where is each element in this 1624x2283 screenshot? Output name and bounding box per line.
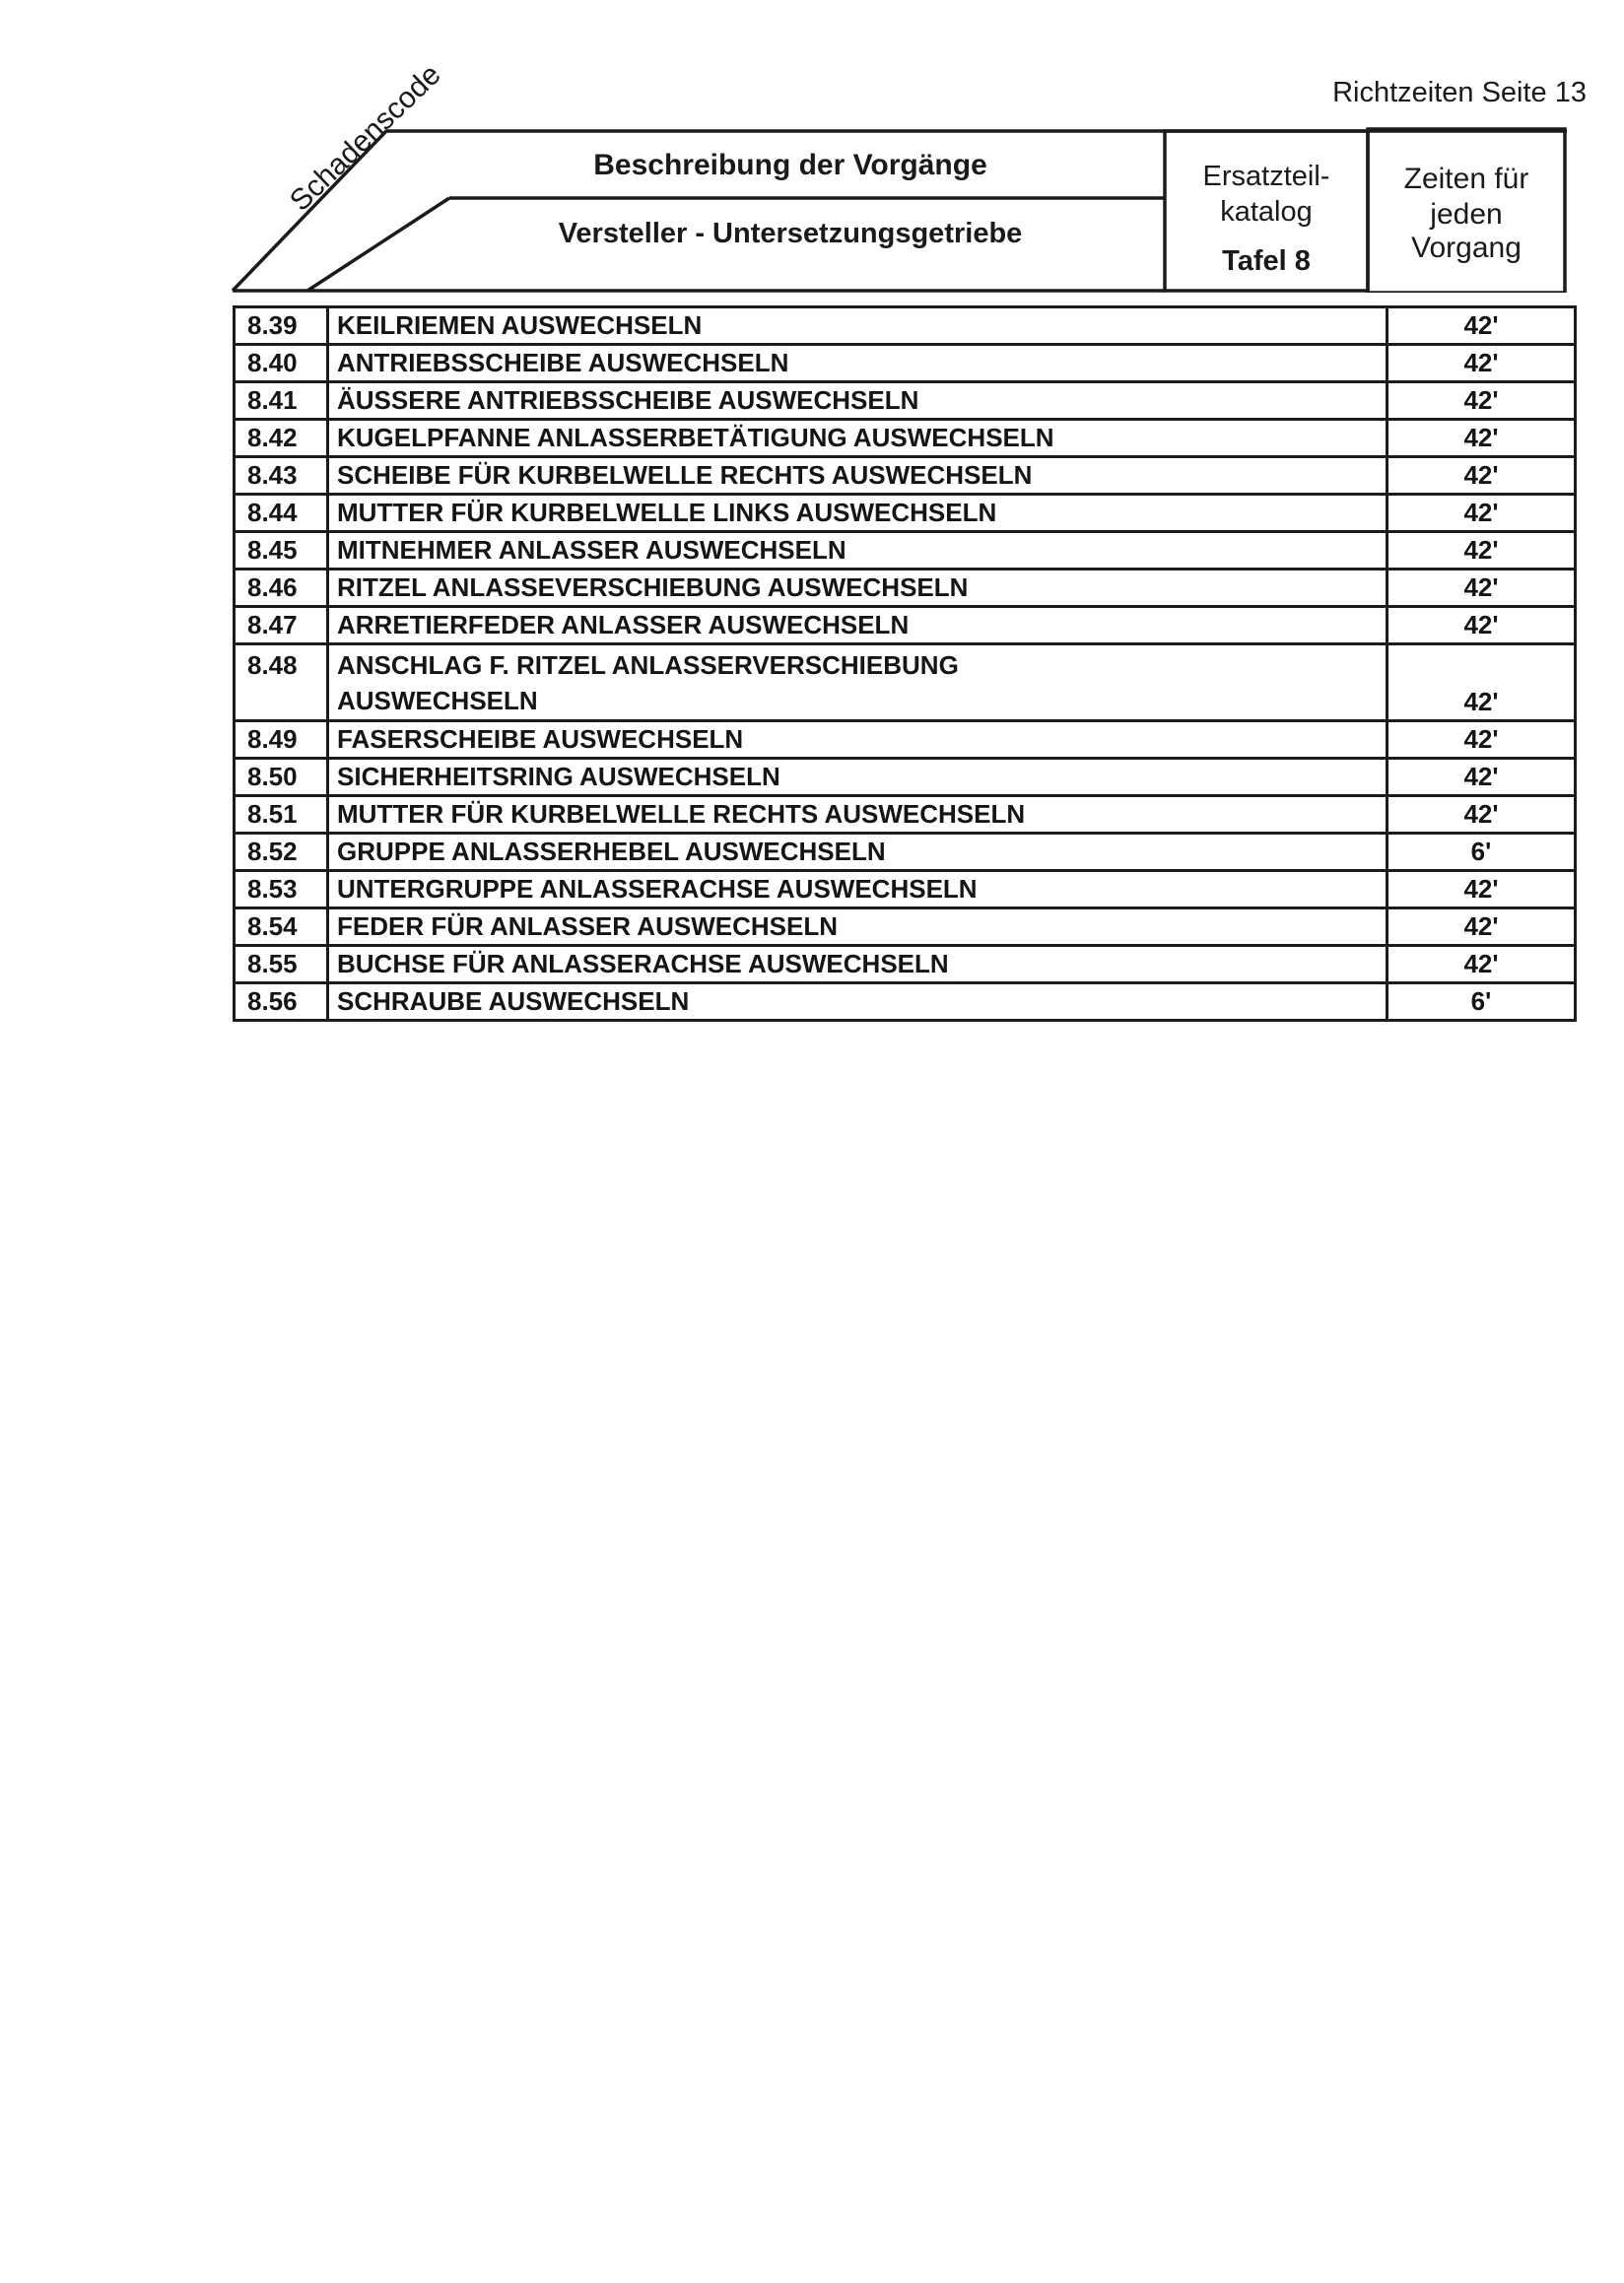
row-description: MUTTER FÜR KURBELWELLE RECHTS AUSWECHSELN	[328, 796, 1387, 834]
table-row	[235, 420, 1576, 457]
row-code: 8.55	[235, 946, 328, 983]
damage-code-label: Schadenscode	[284, 58, 447, 218]
table-row	[235, 570, 1576, 607]
row-time: 42'	[1387, 644, 1576, 721]
catalog-line3: Tafel 8	[1222, 245, 1311, 277]
row-description: SCHRAUBE AUSWECHSELN	[328, 983, 1387, 1021]
row-description: SCHEIBE FÜR KURBELWELLE RECHTS AUSWECHSELN	[328, 457, 1387, 495]
row-time: 6'	[1387, 983, 1576, 1021]
catalog-line2: katalog	[1220, 196, 1313, 228]
row-description: BUCHSE FÜR ANLASSERACHSE AUSWECHSELN	[328, 946, 1387, 983]
row-description: SICHERHEITSRING AUSWECHSELN	[328, 759, 1387, 796]
row-code: 8.51	[235, 796, 328, 834]
row-time: 42'	[1387, 457, 1576, 495]
row-code: 8.56	[235, 983, 328, 1021]
row-code: 8.48	[235, 644, 328, 721]
time-line2: jeden	[1430, 198, 1503, 231]
row-time: 42'	[1387, 307, 1576, 345]
row-time: 42'	[1387, 871, 1576, 908]
row-time: 42'	[1387, 607, 1576, 644]
row-code: 8.49	[235, 721, 328, 759]
table-row	[235, 345, 1576, 382]
row-code: 8.47	[235, 607, 328, 644]
row-time: 42'	[1387, 532, 1576, 570]
row-description: UNTERGRUPPE ANLASSERACHSE AUSWECHSELN	[328, 871, 1387, 908]
table-row	[235, 796, 1576, 834]
table-row	[235, 495, 1576, 532]
description-title: Beschreibung der Vorgänge	[593, 149, 987, 181]
row-time: 42'	[1387, 759, 1576, 796]
table-row	[235, 382, 1576, 420]
row-time: 42'	[1387, 570, 1576, 607]
time-line1: Zeiten für	[1403, 163, 1529, 195]
row-time: 42'	[1387, 721, 1576, 759]
row-time: 42'	[1387, 345, 1576, 382]
catalog-line1: Ersatzteil-	[1202, 161, 1330, 192]
table-row	[235, 834, 1576, 871]
row-time: 42'	[1387, 796, 1576, 834]
table-row	[235, 457, 1576, 495]
table-row	[235, 946, 1576, 983]
table-row	[235, 307, 1576, 345]
table-row	[235, 759, 1576, 796]
row-time: 6'	[1387, 834, 1576, 871]
row-code: 8.41	[235, 382, 328, 420]
table-row	[235, 644, 1576, 721]
row-description: GRUPPE ANLASSERHEBEL AUSWECHSELN	[328, 834, 1387, 871]
row-code: 8.43	[235, 457, 328, 495]
table-row	[235, 908, 1576, 946]
row-description: MUTTER FÜR KURBELWELLE LINKS AUSWECHSELN	[328, 495, 1387, 532]
row-description	[328, 644, 1387, 721]
table-row	[235, 607, 1576, 644]
page-reference: Richtzeiten Seite 13	[1332, 77, 1587, 108]
table-row	[235, 721, 1576, 759]
row-description: RITZEL ANLASSEVERSCHIEBUNG AUSWECHSELN	[328, 570, 1387, 607]
row-time: 42'	[1387, 495, 1576, 532]
row-description-line2: AUSWECHSELN	[337, 685, 538, 715]
row-code: 8.44	[235, 495, 328, 532]
row-code: 8.39	[235, 307, 328, 345]
row-code: 8.46	[235, 570, 328, 607]
row-code: 8.52	[235, 834, 328, 871]
row-description: ARRETIERFEDER ANLASSER AUSWECHSELN	[328, 607, 1387, 644]
row-code: 8.53	[235, 871, 328, 908]
table-row	[235, 871, 1576, 908]
row-code: 8.40	[235, 345, 328, 382]
row-description: ANTRIEBSSCHEIBE AUSWECHSELN	[328, 345, 1387, 382]
row-code: 8.50	[235, 759, 328, 796]
row-code: 8.42	[235, 420, 328, 457]
row-description: MITNEHMER ANLASSER AUSWECHSELN	[328, 532, 1387, 570]
row-code: 8.45	[235, 532, 328, 570]
operations-table	[233, 305, 1577, 1022]
time-line3: Vorgang	[1411, 232, 1522, 264]
row-time: 42'	[1387, 382, 1576, 420]
row-time: 42'	[1387, 908, 1576, 946]
row-time: 42'	[1387, 946, 1576, 983]
row-description: FASERSCHEIBE AUSWECHSELN	[328, 721, 1387, 759]
row-description-line1: ANSCHLAG F. RITZEL ANLASSERVERSCHIEBUNG	[337, 649, 959, 680]
table-row	[235, 983, 1576, 1021]
row-description: KUGELPFANNE ANLASSERBETÄTIGUNG AUSWECHSELN	[328, 420, 1387, 457]
description-subtitle: Versteller - Untersetzungsgetriebe	[558, 218, 1023, 249]
row-description: KEILRIEMEN AUSWECHSELN	[328, 307, 1387, 345]
row-description: ÄUSSERE ANTRIEBSSCHEIBE AUSWECHSELN	[328, 382, 1387, 420]
row-time: 42'	[1387, 420, 1576, 457]
row-description: FEDER FÜR ANLASSER AUSWECHSELN	[328, 908, 1387, 946]
table-row	[235, 532, 1576, 570]
row-code: 8.54	[235, 908, 328, 946]
